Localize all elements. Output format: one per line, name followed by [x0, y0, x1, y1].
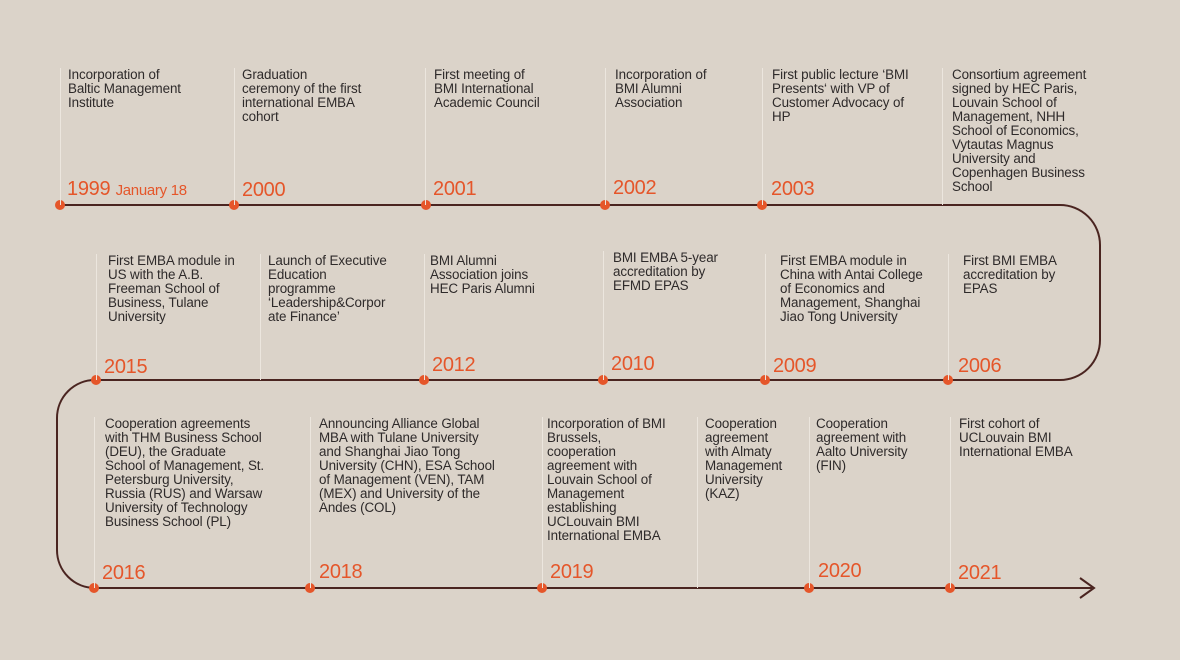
event-year-label: 2002	[613, 177, 657, 199]
event-divider	[234, 68, 235, 205]
event-description: Cooperation agreement with Aalto University (FIN)	[816, 416, 908, 473]
event-description: Incorporation of Baltic Management Institute	[68, 67, 181, 110]
event-year	[319, 561, 362, 583]
event-description: Launch of Executive Education programme ‘Leadership&Corpor ate Finance’	[268, 253, 387, 324]
event-description: BMI Alumni Association joins HEC Paris Alumni	[430, 253, 535, 296]
event-year-label: 2020	[818, 560, 862, 582]
event-year	[773, 355, 816, 377]
event-description: Consortium agreement signed by HEC Paris, Louvain School of Management, NHH School of Economics, Vytautas Magnus University and Copenhagen Business School	[952, 67, 1087, 194]
event-year	[242, 179, 285, 201]
event-description: First BMI EMBA accreditation by EPAS	[963, 253, 1057, 296]
event-divider	[94, 417, 95, 588]
event-divider	[765, 254, 766, 380]
event-year	[818, 560, 861, 582]
event-year-label: 2015	[104, 356, 148, 378]
event-divider	[942, 68, 943, 205]
event-description: First meeting of BMI International Academic Council	[434, 67, 540, 110]
event-year-label: 2019	[550, 561, 594, 583]
event-year-label: 2009	[773, 355, 817, 377]
event-year	[550, 561, 593, 583]
event-description: Announcing Alliance Global MBA with Tulane University and Shanghai Jiao Tong University (CHN), ESA School of Management (VEN), TAM (MEX) and University of the Andes (COL)	[319, 416, 495, 515]
event-year-label: 2000	[242, 179, 286, 201]
event-year	[958, 562, 1001, 584]
event-year-label: 2016	[102, 562, 146, 584]
event-description: Incorporation of BMI Brussels, cooperation agreement with Louvain School of Management establishing UCLouvain BMI International EMBA	[547, 416, 666, 543]
event-divider	[809, 417, 810, 588]
event-description: First EMBA module in US with the A.B. Freeman School of Business, Tulane University	[108, 253, 235, 324]
event-year-label: 2003	[771, 178, 815, 200]
event-description: Cooperation agreement with Almaty Management University (KAZ)	[705, 416, 783, 501]
event-divider	[542, 417, 543, 588]
event-year-label: 2010	[611, 353, 655, 375]
event-divider	[424, 254, 425, 380]
event-year	[67, 178, 187, 202]
event-description: BMI EMBA 5-year accreditation by EFMD EPAS	[613, 250, 718, 293]
event-year-label: 2018	[319, 561, 363, 583]
event-year-label: 2001	[433, 178, 477, 200]
event-divider	[425, 68, 426, 205]
event-divider	[60, 68, 61, 205]
event-description: Graduation ceremony of the first international EMBA cohort	[242, 67, 362, 124]
event-divider	[605, 68, 606, 205]
event-divider	[697, 417, 698, 588]
event-year	[611, 353, 654, 375]
event-year	[771, 178, 814, 200]
event-divider	[762, 68, 763, 205]
event-description: Incorporation of BMI Alumni Association	[615, 67, 707, 110]
event-year	[104, 356, 147, 378]
event-divider	[603, 251, 604, 380]
event-description: First EMBA module in China with Antai College of Economics and Management, Shanghai Jiao Tong University	[780, 253, 923, 324]
event-year	[433, 178, 476, 200]
event-date-suffix: January 18	[115, 182, 187, 199]
event-year-label: 2012	[432, 354, 476, 376]
event-divider	[950, 417, 951, 588]
event-year	[102, 562, 145, 584]
event-divider	[260, 254, 261, 380]
event-year	[958, 355, 1001, 377]
event-description: First cohort of UCLouvain BMI International EMBA	[959, 416, 1073, 459]
event-divider	[948, 254, 949, 380]
event-year-label: 1999	[67, 178, 111, 200]
event-year	[432, 354, 475, 376]
event-divider	[310, 417, 311, 588]
event-year	[613, 177, 656, 199]
event-year-label: 2006	[958, 355, 1002, 377]
event-description: First public lecture ‘BMI Presents‘ with VP of Customer Advocacy of HP	[772, 67, 909, 124]
event-description: Cooperation agreements with THM Business School (DEU), the Graduate School of Management, St. Petersburg University, Russia (RUS) and Warsaw University of Technology Business School (PL)	[105, 416, 265, 529]
timeline-dot	[421, 200, 431, 210]
event-divider	[96, 254, 97, 380]
event-year-label: 2021	[958, 562, 1002, 584]
